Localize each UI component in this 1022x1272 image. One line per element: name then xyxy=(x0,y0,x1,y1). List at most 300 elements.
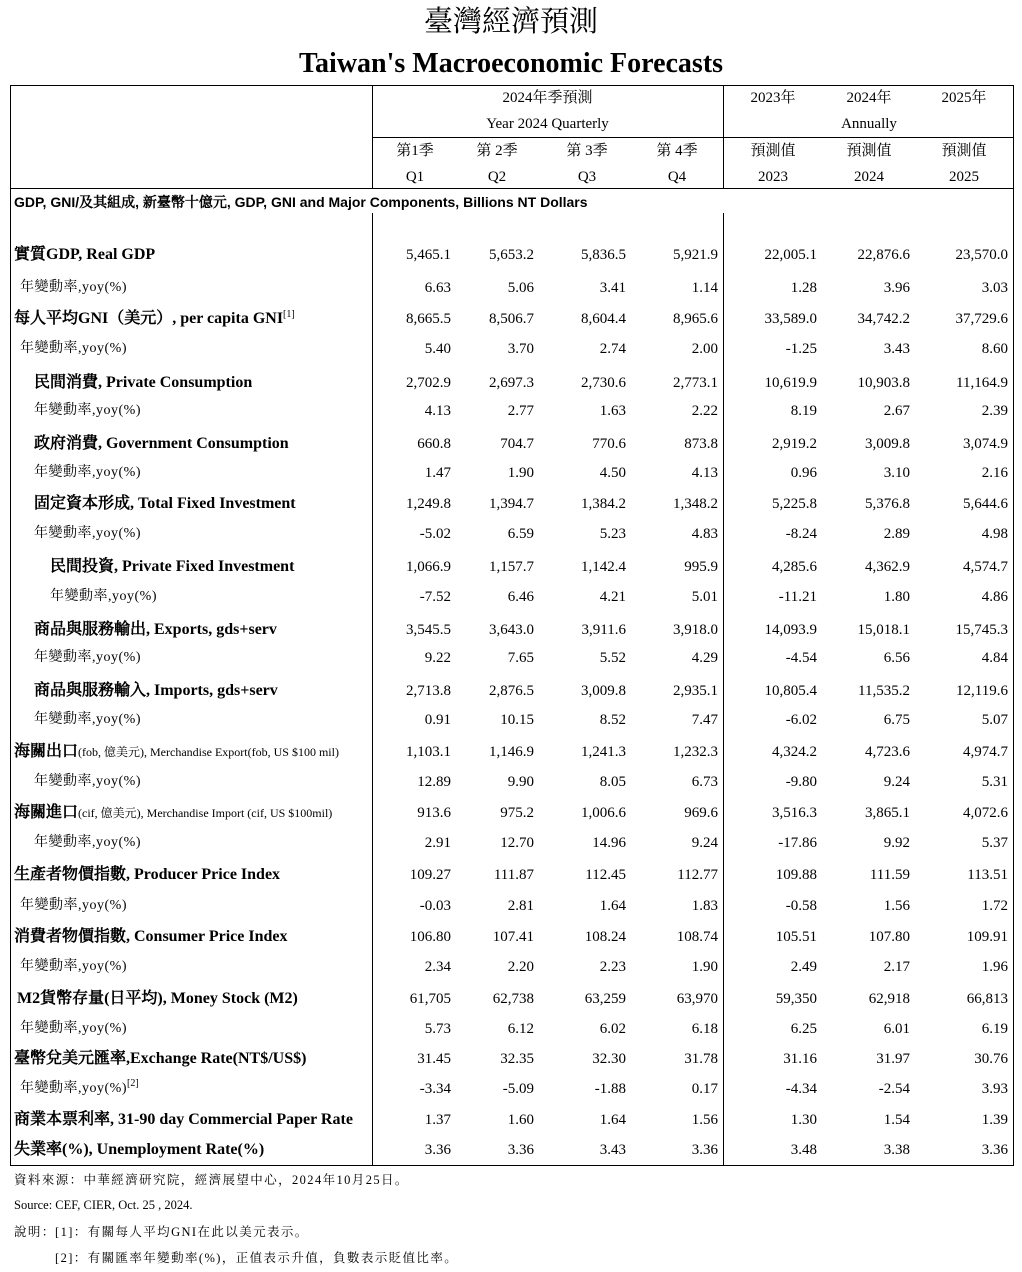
cell-2024: 1.56 xyxy=(883,898,910,914)
cell-q4: 0.17 xyxy=(691,1081,718,1097)
cell-2024: 31.97 xyxy=(876,1051,910,1067)
row-label-detail: (fob, 億美元), Merchandise Export(fob, US $100 mil) xyxy=(78,745,339,759)
cell-2023: -1.25 xyxy=(785,341,817,357)
col-header-2025-zh: 預測值 xyxy=(941,143,987,159)
cell-q1: -0.03 xyxy=(419,898,451,914)
row-label-text: 生產者物價指數, Producer Price Index xyxy=(14,866,281,883)
cell-q1: 2.91 xyxy=(424,835,451,851)
cell-q2: 1,394.7 xyxy=(489,496,534,512)
cell-q3: 63,259 xyxy=(584,991,626,1007)
cell-q2: -5.09 xyxy=(502,1081,534,1097)
table-row xyxy=(0,924,1022,950)
cell-q2: 2.20 xyxy=(507,959,534,975)
cell-q3: 1,384.2 xyxy=(581,496,626,512)
table-row xyxy=(0,986,1022,1012)
table-row-yoy xyxy=(0,893,1022,919)
cell-2025: 1.96 xyxy=(981,959,1008,975)
row-label-text: 消費者物價指數, Consumer Price Index xyxy=(14,928,288,945)
cell-q3: 2.74 xyxy=(599,341,626,357)
cell-2025: 4.98 xyxy=(981,526,1008,542)
cell-2023: 33,589.0 xyxy=(764,311,817,327)
table-row xyxy=(0,739,1022,765)
cell-q3: 1.63 xyxy=(599,403,626,419)
row-label xyxy=(34,370,252,396)
cell-q2: 5,653.2 xyxy=(489,247,534,263)
row-label xyxy=(17,986,298,1012)
row-label-text: 年變動率,yoy(%) xyxy=(34,774,141,789)
cell-q2: 107.41 xyxy=(492,929,534,945)
cell-2024: 4,362.9 xyxy=(865,559,910,575)
row-label xyxy=(14,242,155,268)
cell-2023: 59,350 xyxy=(775,991,817,1007)
cell-2024: 3.10 xyxy=(883,465,910,481)
row-label-text: 海關進口 xyxy=(14,804,79,821)
cell-q2: 704.7 xyxy=(500,436,534,452)
cell-q4: 9.24 xyxy=(691,835,718,851)
col-header-q1-zh: 第1季 xyxy=(396,143,434,159)
cell-2024: 10,903.8 xyxy=(857,375,910,391)
row-label xyxy=(34,678,278,704)
table-row xyxy=(0,242,1022,268)
cell-q4: 1,348.2 xyxy=(673,496,718,512)
cell-q2: 1.90 xyxy=(507,465,534,481)
table-row-yoy xyxy=(0,521,1022,547)
cell-2024: 9.92 xyxy=(883,835,910,851)
footnote-2: [2]：有關匯率年變動率(%)，正值表示升值，負數表示貶值比率。 xyxy=(55,1251,459,1265)
cell-q4: 5,921.9 xyxy=(673,247,718,263)
cell-q1: 1,249.8 xyxy=(406,496,451,512)
row-label-text: 年變動率,yoy(%) xyxy=(20,898,127,913)
row-label xyxy=(20,893,127,919)
cell-q2: 3,643.0 xyxy=(489,622,534,638)
cell-q2: 32.35 xyxy=(500,1051,534,1067)
cell-2025: 113.51 xyxy=(967,867,1008,883)
cell-q2: 3.70 xyxy=(507,341,534,357)
row-label-text: M2貨幣存量(日平均), Money Stock (M2) xyxy=(17,990,298,1007)
cell-2024: 2.17 xyxy=(883,959,910,975)
cell-2023: 1.28 xyxy=(790,280,817,296)
cell-q4: 4.29 xyxy=(691,650,718,666)
cell-q3: 8,604.4 xyxy=(581,311,626,327)
row-label xyxy=(34,830,141,856)
table-row xyxy=(0,431,1022,457)
cell-2025: 8.60 xyxy=(981,341,1008,357)
cell-2023: 8.19 xyxy=(790,403,817,419)
cell-q1: 61,705 xyxy=(409,991,451,1007)
row-label-text: 年變動率,yoy(%) xyxy=(34,712,141,727)
cell-q1: 1,103.1 xyxy=(406,744,451,760)
cell-q2: 111.87 xyxy=(493,867,534,883)
cell-2025: 12,119.6 xyxy=(956,683,1008,699)
cell-q3: 14.96 xyxy=(592,835,626,851)
col-header-2023-zh: 預測值 xyxy=(750,143,796,159)
cell-2023: 14,093.9 xyxy=(764,622,817,638)
row-label xyxy=(50,554,294,580)
cell-q2: 9.90 xyxy=(507,774,534,790)
row-label-text: 商業本票利率, 31-90 day Commercial Paper Rate xyxy=(14,1111,353,1128)
header-divider xyxy=(372,137,1014,138)
table-row xyxy=(0,554,1022,580)
table-row-yoy xyxy=(0,460,1022,486)
cell-q3: -1.88 xyxy=(594,1081,626,1097)
row-label-text: 商品與服務輸入, Imports, gds+serv xyxy=(34,682,278,699)
row-label xyxy=(20,954,127,980)
cell-2024: 3,865.1 xyxy=(865,805,910,821)
cell-q4: 8,965.6 xyxy=(673,311,718,327)
row-label-detail: (cif, 億美元), Merchandise Import (cif, US $100mil) xyxy=(78,806,333,820)
cell-q3: 8.52 xyxy=(599,712,626,728)
footnote-1: [1]：有關每人平均GNI在此以美元表示。 xyxy=(55,1225,309,1239)
row-label xyxy=(34,769,141,795)
table-row xyxy=(0,491,1022,517)
row-label-text: 年變動率,yoy(%) xyxy=(20,959,127,974)
cell-2025: 3.93 xyxy=(981,1081,1008,1097)
cell-2024: 9.24 xyxy=(883,774,910,790)
cell-q4: 969.6 xyxy=(684,805,718,821)
row-label-text: 年變動率,yoy(%) xyxy=(20,1021,127,1036)
cell-2025: 30.76 xyxy=(974,1051,1008,1067)
row-label-text: 政府消費, Government Consumption xyxy=(34,435,289,452)
cell-q1: -7.52 xyxy=(419,589,451,605)
cell-2025: 4.84 xyxy=(981,650,1008,666)
row-label xyxy=(20,336,127,362)
col-header-q3-zh: 第 3季 xyxy=(566,143,608,159)
cell-q4: 2,773.1 xyxy=(673,375,718,391)
cell-q4: 6.73 xyxy=(691,774,718,790)
cell-2023: 109.88 xyxy=(775,867,817,883)
cell-2025: 23,570.0 xyxy=(955,247,1008,263)
cell-q2: 8,506.7 xyxy=(489,311,534,327)
row-label-text: 年變動率,yoy(%) xyxy=(20,341,127,356)
header-annually: Annually xyxy=(841,116,897,132)
cell-q2: 2,697.3 xyxy=(489,375,534,391)
cell-q1: 2.34 xyxy=(424,959,451,975)
cell-q1: 660.8 xyxy=(417,436,451,452)
row-label xyxy=(14,1137,264,1163)
cell-q2: 10.15 xyxy=(500,712,534,728)
cell-q4: 1.56 xyxy=(691,1112,718,1128)
col-header-q4-zh: 第 4季 xyxy=(656,143,698,159)
cell-2025: 5.37 xyxy=(981,835,1008,851)
cell-2023: 1.30 xyxy=(790,1112,817,1128)
table-row xyxy=(0,306,1022,332)
cell-2023: 4,324.2 xyxy=(772,744,817,760)
row-label xyxy=(14,306,295,332)
row-label xyxy=(14,739,339,765)
cell-2023: -6.02 xyxy=(785,712,817,728)
table-row-yoy xyxy=(0,1016,1022,1042)
cell-2024: 5,376.8 xyxy=(865,496,910,512)
cell-q3: 5.23 xyxy=(599,526,626,542)
cell-q1: 2,713.8 xyxy=(406,683,451,699)
cell-q3: 4.50 xyxy=(599,465,626,481)
row-label xyxy=(14,862,280,888)
footnote-marker: [1] xyxy=(283,309,295,320)
cell-q4: 995.9 xyxy=(684,559,718,575)
row-label-text: 年變動率,yoy(%) xyxy=(34,465,141,480)
cell-2025: 4,574.7 xyxy=(963,559,1008,575)
cell-2024: 3.96 xyxy=(883,280,910,296)
cell-q2: 12.70 xyxy=(500,835,534,851)
col-header-q2-en: Q2 xyxy=(487,169,507,185)
cell-2024: 2.89 xyxy=(883,526,910,542)
row-label xyxy=(34,460,141,486)
cell-q4: 5.01 xyxy=(691,589,718,605)
cell-q1: -3.34 xyxy=(419,1081,451,1097)
row-label-text: 民間消費, Private Consumption xyxy=(34,374,253,391)
cell-2024: 3.43 xyxy=(883,341,910,357)
cell-2025: 66,813 xyxy=(966,991,1008,1007)
row-label-text: 年變動率,yoy(%) xyxy=(34,403,141,418)
cell-q3: 2.23 xyxy=(599,959,626,975)
cell-q4: 1.83 xyxy=(691,898,718,914)
table-row-yoy xyxy=(0,1076,1022,1102)
table-row-yoy xyxy=(0,707,1022,733)
cell-q1: 109.27 xyxy=(409,867,451,883)
cell-q2: 6.46 xyxy=(507,589,534,605)
cell-q1: 1.47 xyxy=(424,465,451,481)
cell-2025: 5.31 xyxy=(981,774,1008,790)
cell-q3: 3,911.6 xyxy=(581,622,626,638)
cell-2025: 1.72 xyxy=(981,898,1008,914)
table-row xyxy=(0,1137,1022,1163)
header-year-2023: 2023年 xyxy=(750,90,796,106)
cell-2025: 11,164.9 xyxy=(956,375,1008,391)
cell-2024: 107.80 xyxy=(868,929,910,945)
col-header-2024-zh: 預測值 xyxy=(846,143,892,159)
cell-q2: 2.81 xyxy=(507,898,534,914)
cell-q2: 2.77 xyxy=(507,403,534,419)
cell-2025: 5.07 xyxy=(981,712,1008,728)
table-row-yoy xyxy=(0,336,1022,362)
cell-2024: 3,009.8 xyxy=(865,436,910,452)
cell-q1: 12.89 xyxy=(417,774,451,790)
cell-q3: 32.30 xyxy=(592,1051,626,1067)
cell-q4: 1.14 xyxy=(691,280,718,296)
table-row xyxy=(0,617,1022,643)
cell-2023: -17.86 xyxy=(778,835,817,851)
cell-2024: 3.38 xyxy=(883,1142,910,1158)
cell-2023: 2,919.2 xyxy=(772,436,817,452)
cell-q3: 770.6 xyxy=(592,436,626,452)
row-label-text: 年變動率,yoy(%) xyxy=(34,650,141,665)
cell-q3: 3.43 xyxy=(599,1142,626,1158)
row-label-text: 年變動率,yoy(%) xyxy=(50,589,157,604)
cell-q1: -5.02 xyxy=(419,526,451,542)
cell-2025: 4,072.6 xyxy=(963,805,1008,821)
table-row xyxy=(0,800,1022,826)
cell-q3: 1.64 xyxy=(599,898,626,914)
cell-q2: 6.59 xyxy=(507,526,534,542)
cell-2024: 6.56 xyxy=(883,650,910,666)
cell-q4: 2,935.1 xyxy=(673,683,718,699)
source-note-en: Source: CEF, CIER, Oct. 25 , 2024. xyxy=(14,1198,193,1212)
row-label-text: 臺幣兌美元匯率,Exchange Rate(NT$/US$) xyxy=(14,1050,307,1067)
cell-2025: 6.19 xyxy=(981,1021,1008,1037)
cell-q3: 1,142.4 xyxy=(581,559,626,575)
cell-2025: 4.86 xyxy=(981,589,1008,605)
row-label xyxy=(34,491,296,517)
cell-q4: 4.13 xyxy=(691,465,718,481)
row-label xyxy=(14,1107,353,1133)
cell-q1: 31.45 xyxy=(417,1051,451,1067)
section-title: GDP, GNI/及其組成, 新臺幣十億元, GDP, GNI and Major Components, Billions NT Dollars xyxy=(14,194,588,210)
cell-2024: 62,918 xyxy=(868,991,910,1007)
cell-q3: 3,009.8 xyxy=(581,683,626,699)
cell-2023: 10,619.9 xyxy=(764,375,817,391)
table-row-yoy xyxy=(0,584,1022,610)
cell-2025: 4,974.7 xyxy=(963,744,1008,760)
cell-q1: 9.22 xyxy=(424,650,451,666)
cell-q3: 3.41 xyxy=(599,280,626,296)
table-row-yoy xyxy=(0,830,1022,856)
source-note-zh: 資料來源：中華經濟研究院，經濟展望中心，2024年10月25日。 xyxy=(14,1173,409,1187)
header-quarterly-zh: 2024年季預測 xyxy=(502,90,593,106)
cell-q1: 106.80 xyxy=(409,929,451,945)
cell-q4: 63,970 xyxy=(676,991,718,1007)
cell-q1: 8,665.5 xyxy=(406,311,451,327)
cell-q1: 3,545.5 xyxy=(406,622,451,638)
cell-q2: 975.2 xyxy=(500,805,534,821)
row-label-text: 海關出口 xyxy=(14,743,79,760)
table-row xyxy=(0,1107,1022,1133)
table-row-yoy xyxy=(0,954,1022,980)
cell-2025: 5,644.6 xyxy=(963,496,1008,512)
row-label xyxy=(34,521,141,547)
table-row xyxy=(0,678,1022,704)
header-quarterly-en: Year 2024 Quarterly xyxy=(486,116,609,132)
cell-q1: 5,465.1 xyxy=(406,247,451,263)
cell-q4: 3.36 xyxy=(691,1142,718,1158)
cell-q2: 62,738 xyxy=(492,991,534,1007)
row-label xyxy=(14,800,332,826)
row-label xyxy=(50,584,157,610)
cell-q3: 2,730.6 xyxy=(581,375,626,391)
row-label xyxy=(34,645,141,671)
row-label-text: 年變動率,yoy(%) xyxy=(20,280,127,295)
cell-2024: 111.59 xyxy=(869,867,910,883)
cell-2024: 2.67 xyxy=(883,403,910,419)
table-row xyxy=(0,370,1022,396)
cell-2024: 4,723.6 xyxy=(865,744,910,760)
title-chinese: 臺灣經濟預測 xyxy=(423,6,598,38)
cell-2025: 3.36 xyxy=(981,1142,1008,1158)
col-header-q3-en: Q3 xyxy=(577,169,597,185)
cell-2025: 3.03 xyxy=(981,280,1008,296)
cell-2023: 105.51 xyxy=(775,929,817,945)
cell-q3: 6.02 xyxy=(599,1021,626,1037)
col-header-2024-en: 2024 xyxy=(854,169,884,185)
table-row-yoy xyxy=(0,769,1022,795)
cell-q1: 913.6 xyxy=(417,805,451,821)
cell-q2: 7.65 xyxy=(507,650,534,666)
cell-q1: 2,702.9 xyxy=(406,375,451,391)
header-year-2025: 2025年 xyxy=(941,90,987,106)
cell-q4: 108.74 xyxy=(676,929,718,945)
cell-q4: 2.00 xyxy=(691,341,718,357)
cell-q4: 112.77 xyxy=(677,867,718,883)
cell-2024: 6.01 xyxy=(883,1021,910,1037)
cell-q1: 1.37 xyxy=(424,1112,451,1128)
cell-q3: 8.05 xyxy=(599,774,626,790)
cell-q4: 1.90 xyxy=(691,959,718,975)
row-label xyxy=(14,924,287,950)
cell-2023: 10,805.4 xyxy=(764,683,817,699)
cell-2023: 2.49 xyxy=(790,959,817,975)
cell-2024: 15,018.1 xyxy=(857,622,910,638)
cell-2025: 2.16 xyxy=(981,465,1008,481)
row-label xyxy=(20,275,127,301)
cell-2023: 3,516.3 xyxy=(772,805,817,821)
cell-q4: 7.47 xyxy=(691,712,718,728)
cell-q2: 3.36 xyxy=(507,1142,534,1158)
col-header-2025-en: 2025 xyxy=(949,169,979,185)
cell-q3: 5.52 xyxy=(599,650,626,666)
cell-2025: 109.91 xyxy=(966,929,1008,945)
row-label xyxy=(34,398,141,424)
row-label-text: 實質GDP, Real GDP xyxy=(14,246,156,263)
table-row-yoy xyxy=(0,645,1022,671)
cell-q2: 2,876.5 xyxy=(489,683,534,699)
cell-q2: 5.06 xyxy=(507,280,534,296)
cell-q4: 2.22 xyxy=(691,403,718,419)
cell-q1: 4.13 xyxy=(424,403,451,419)
cell-2023: -8.24 xyxy=(785,526,817,542)
row-label xyxy=(20,1076,139,1102)
cell-2025: 1.39 xyxy=(981,1112,1008,1128)
row-label-text: 年變動率,yoy(%) xyxy=(20,1081,127,1096)
cell-q3: 1,241.3 xyxy=(581,744,626,760)
cell-q4: 3,918.0 xyxy=(673,622,718,638)
row-label-text: 固定資本形成, Total Fixed Investment xyxy=(34,495,296,512)
table-row-yoy xyxy=(0,398,1022,424)
cell-q3: 4.21 xyxy=(599,589,626,605)
cell-2025: 37,729.6 xyxy=(955,311,1008,327)
cell-2024: 1.80 xyxy=(883,589,910,605)
cell-2023: 3.48 xyxy=(790,1142,817,1158)
cell-2023: -0.58 xyxy=(785,898,817,914)
cell-q3: 112.45 xyxy=(585,867,626,883)
cell-q3: 1,006.6 xyxy=(581,805,626,821)
col-header-q1-en: Q1 xyxy=(405,169,425,185)
cell-q2: 1,146.9 xyxy=(489,744,534,760)
col-header-q4-en: Q4 xyxy=(667,169,687,185)
row-label-text: 年變動率,yoy(%) xyxy=(34,526,141,541)
cell-2023: 6.25 xyxy=(790,1021,817,1037)
row-label-text: 年變動率,yoy(%) xyxy=(34,835,141,850)
col-header-2023-en: 2023 xyxy=(758,169,788,185)
cell-2023: 22,005.1 xyxy=(764,247,817,263)
cell-q1: 5.40 xyxy=(424,341,451,357)
cell-q1: 3.36 xyxy=(424,1142,451,1158)
row-label-text: 民間投資, Private Fixed Investment xyxy=(50,558,295,575)
cell-q4: 31.78 xyxy=(684,1051,718,1067)
cell-q2: 1,157.7 xyxy=(489,559,534,575)
row-label xyxy=(34,431,289,457)
cell-2024: 22,876.6 xyxy=(857,247,910,263)
cell-q1: 0.91 xyxy=(424,712,451,728)
cell-q1: 1,066.9 xyxy=(406,559,451,575)
row-label-text: 失業率(%), Unemployment Rate(%) xyxy=(14,1141,265,1158)
cell-q4: 6.18 xyxy=(691,1021,718,1037)
col-header-q2-zh: 第 2季 xyxy=(476,143,518,159)
cell-2023: 4,285.6 xyxy=(772,559,817,575)
table-row xyxy=(0,862,1022,888)
header-year-2024: 2024年 xyxy=(846,90,892,106)
cell-2023: -4.54 xyxy=(785,650,817,666)
row-label-text: 每人平均GNI（美元）, per capita GNI xyxy=(14,310,284,327)
cell-q3: 108.24 xyxy=(584,929,626,945)
